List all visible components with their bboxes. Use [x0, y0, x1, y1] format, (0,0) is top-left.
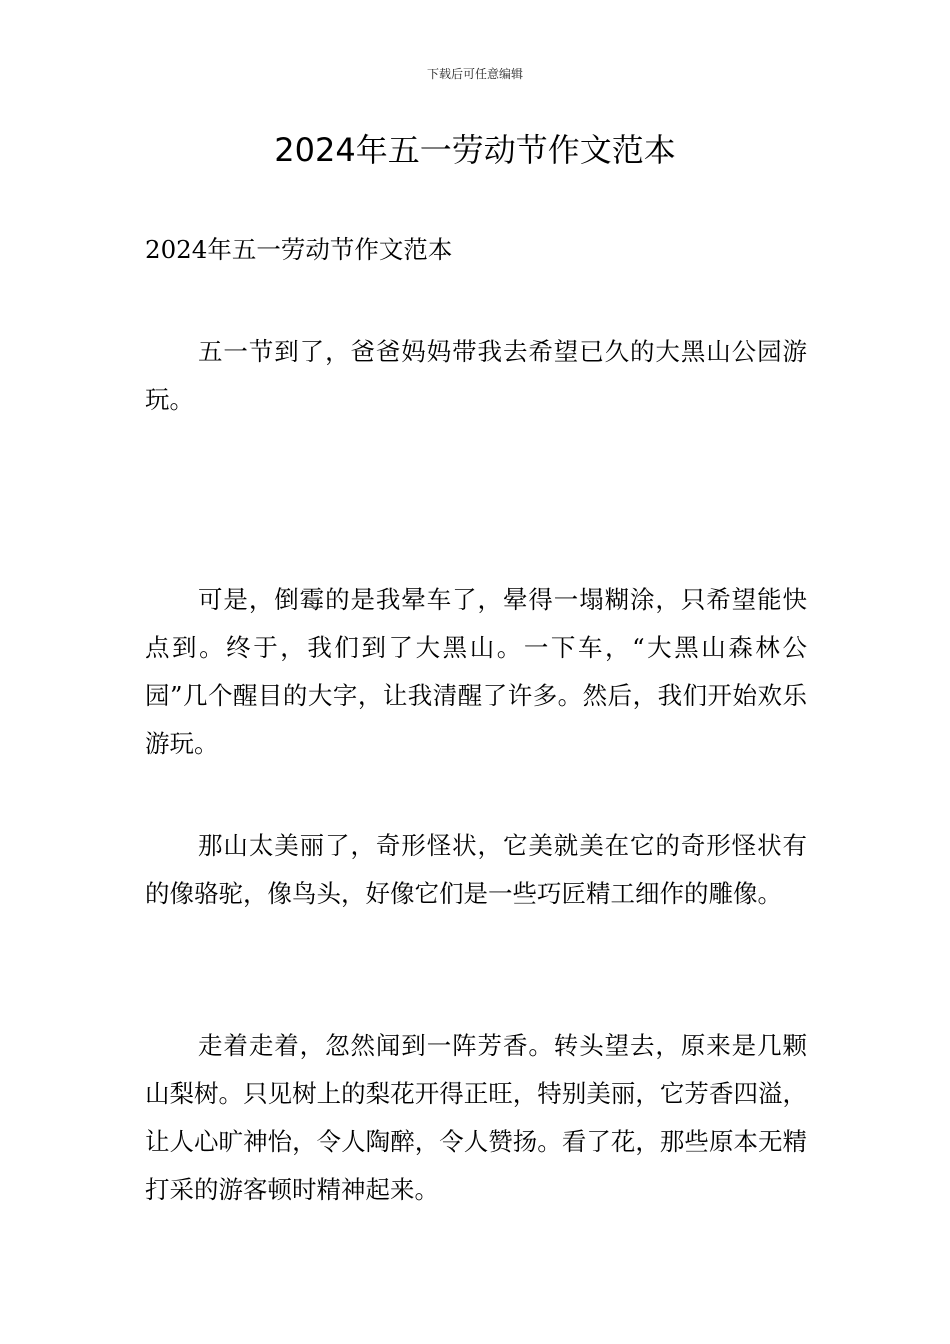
paragraph: 走着走着，忽然闻到一阵芳香。转头望去，原来是几颗山梨树。只见树上的梨花开得正旺，特别美丽，它芳香四溢，让人心旷神怡，令人陶醉，令人赞扬。看了花，那些原本无精打采的游客顿时精神起来。	[145, 1031, 807, 1204]
paragraph: 可是，倒霉的是我晕车了，晕得一塌糊涂，只希望能快点到。终于，我们到了大黑山。一下车，“大黑山森林公园”几个醒目的大字，让我清醒了许多。然后，我们开始欢乐游玩。	[145, 585, 807, 758]
header-note: 下载后可任意编辑	[426, 67, 523, 81]
document-subtitle: 2024年五一劳动节作文范本	[145, 235, 453, 264]
paragraph: 那山太美丽了，奇形怪状，它美就美在它的奇形怪状有的像骆驼，像鸟头，好像它们是一些巧匠精工细作的雕像。	[145, 831, 807, 908]
document-title: 2024年五一劳动节作文范本	[274, 131, 676, 169]
paragraph: 五一节到了，爸爸妈妈带我去希望已久的大黑山公园游玩。	[145, 337, 807, 414]
